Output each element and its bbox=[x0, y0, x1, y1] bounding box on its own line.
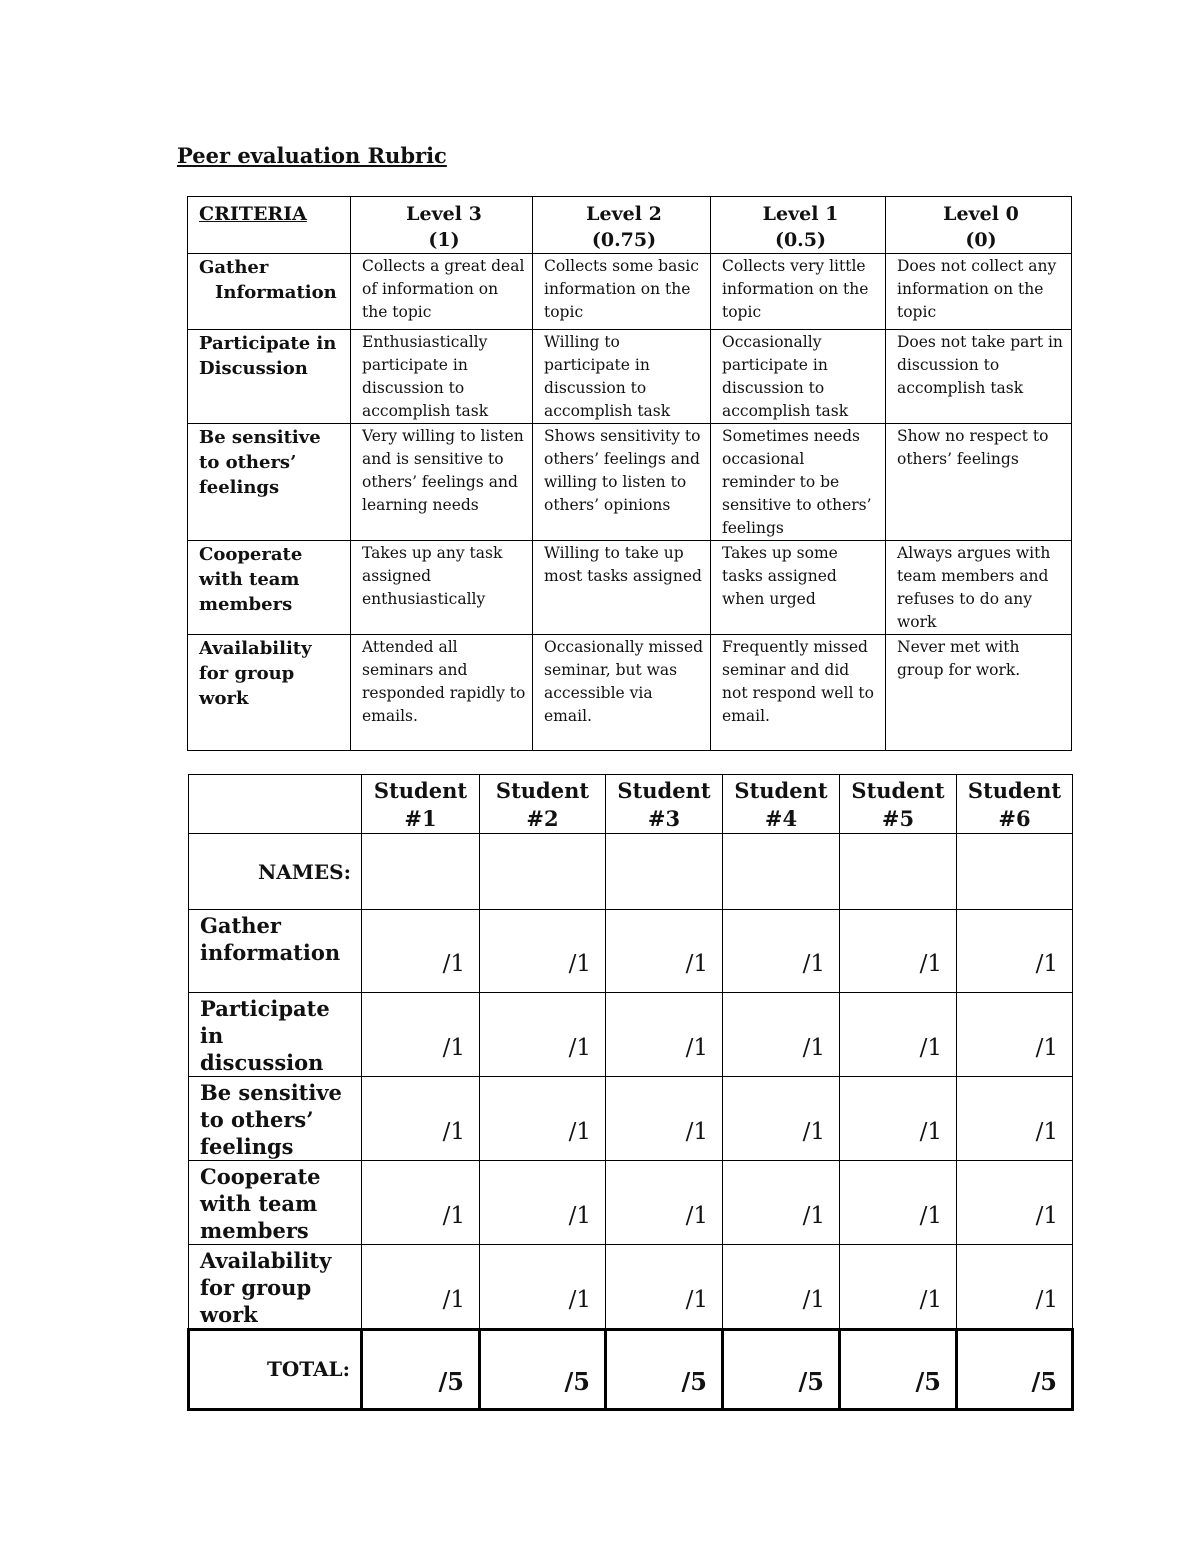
criteria-label: Availability for group work bbox=[188, 635, 351, 751]
score-cell[interactable]: /1 bbox=[480, 1161, 606, 1245]
rubric-cell: Very willing to listen and is sensitive to others’ feelings and learning needs bbox=[351, 424, 533, 541]
rubric-cell: Collects very little information on the topic bbox=[711, 254, 886, 330]
rubric-cell: Always argues with team members and refuses to do any work bbox=[886, 541, 1072, 635]
student-5-header: Student #5 bbox=[840, 775, 957, 834]
score-cell[interactable]: /1 bbox=[480, 1245, 606, 1330]
total-row bbox=[189, 1330, 1073, 1410]
score-header-row bbox=[189, 775, 1073, 834]
total-cell[interactable]: /5 bbox=[480, 1330, 606, 1410]
criteria-label: Be sensitive to others’ feelings bbox=[188, 424, 351, 541]
rubric-cell: Shows sensitivity to others’ feelings and willing to listen to others’ opinions bbox=[533, 424, 711, 541]
total-cell[interactable]: /5 bbox=[723, 1330, 840, 1410]
rubric-cell: Attended all seminars and responded rapidly to emails. bbox=[351, 635, 533, 751]
score-cell[interactable]: /1 bbox=[606, 1161, 723, 1245]
score-cell[interactable]: /1 bbox=[723, 1245, 840, 1330]
score-cell[interactable]: /1 bbox=[840, 1161, 957, 1245]
score-table bbox=[187, 774, 1074, 1411]
rubric-row-sensitive bbox=[188, 424, 1072, 541]
score-cell[interactable]: /1 bbox=[957, 1077, 1073, 1161]
score-cell[interactable]: /1 bbox=[723, 910, 840, 993]
score-cell[interactable]: /1 bbox=[362, 1077, 480, 1161]
score-row-availability bbox=[189, 1245, 1073, 1330]
criteria-label: Participate in Discussion bbox=[188, 330, 351, 424]
rubric-cell: Willing to participate in discussion to accomplish task bbox=[533, 330, 711, 424]
score-cell[interactable]: /1 bbox=[480, 910, 606, 993]
rubric-cell: Willing to take up most tasks assigned bbox=[533, 541, 711, 635]
rubric-header-row bbox=[188, 197, 1072, 254]
score-row-label: Participate in discussion bbox=[189, 993, 362, 1077]
rubric-cell: Takes up any task assigned enthusiastically bbox=[351, 541, 533, 635]
rubric-cell: Collects some basic information on the topic bbox=[533, 254, 711, 330]
score-cell[interactable]: /1 bbox=[362, 910, 480, 993]
total-cell[interactable]: /5 bbox=[606, 1330, 723, 1410]
criteria-label: Cooperate with team members bbox=[188, 541, 351, 635]
total-label: TOTAL: bbox=[189, 1330, 362, 1410]
student-4-header: Student #4 bbox=[723, 775, 840, 834]
score-cell[interactable]: /1 bbox=[362, 993, 480, 1077]
score-cell[interactable]: /1 bbox=[723, 993, 840, 1077]
score-cell[interactable]: /1 bbox=[362, 1161, 480, 1245]
score-cell[interactable]: /1 bbox=[723, 1161, 840, 1245]
total-cell[interactable]: /5 bbox=[840, 1330, 957, 1410]
name-field[interactable] bbox=[723, 834, 840, 910]
rubric-cell: Occasionally participate in discussion to accomplish task bbox=[711, 330, 886, 424]
criteria-label: Gather Information bbox=[188, 254, 351, 330]
score-cell[interactable]: /1 bbox=[957, 910, 1073, 993]
score-cell[interactable]: /1 bbox=[723, 1077, 840, 1161]
score-row-participate bbox=[189, 993, 1073, 1077]
corner-cell bbox=[189, 775, 362, 834]
name-field[interactable] bbox=[480, 834, 606, 910]
level-3-header: Level 3 (1) bbox=[351, 197, 533, 254]
score-cell[interactable]: /1 bbox=[840, 1245, 957, 1330]
rubric-row-gather-information bbox=[188, 254, 1072, 330]
name-field[interactable] bbox=[957, 834, 1073, 910]
rubric-row-availability bbox=[188, 635, 1072, 751]
score-row-gather-information bbox=[189, 910, 1073, 993]
score-cell[interactable]: /1 bbox=[840, 910, 957, 993]
score-cell[interactable]: /1 bbox=[606, 1245, 723, 1330]
score-cell[interactable]: /1 bbox=[480, 1077, 606, 1161]
name-field[interactable] bbox=[606, 834, 723, 910]
rubric-cell: Does not take part in discussion to accomplish task bbox=[886, 330, 1072, 424]
rubric-row-cooperate bbox=[188, 541, 1072, 635]
total-cell[interactable]: /5 bbox=[362, 1330, 480, 1410]
name-field[interactable] bbox=[840, 834, 957, 910]
score-row-cooperate bbox=[189, 1161, 1073, 1245]
score-cell[interactable]: /1 bbox=[606, 910, 723, 993]
score-cell[interactable]: /1 bbox=[957, 1245, 1073, 1330]
score-cell[interactable]: /1 bbox=[606, 993, 723, 1077]
rubric-row-participate bbox=[188, 330, 1072, 424]
level-2-header: Level 2 (0.75) bbox=[533, 197, 711, 254]
score-row-label: Be sensitive to others’ feelings bbox=[189, 1077, 362, 1161]
score-cell[interactable]: /1 bbox=[362, 1245, 480, 1330]
score-cell[interactable]: /1 bbox=[606, 1077, 723, 1161]
score-row-label: Cooperate with team members bbox=[189, 1161, 362, 1245]
name-field[interactable] bbox=[362, 834, 480, 910]
criteria-header: CRITERIA bbox=[188, 197, 351, 254]
level-1-header: Level 1 (0.5) bbox=[711, 197, 886, 254]
rubric-cell: Show no respect to others’ feelings bbox=[886, 424, 1072, 541]
score-cell[interactable]: /1 bbox=[480, 993, 606, 1077]
page-title: Peer evaluation Rubric bbox=[177, 143, 447, 168]
student-1-header: Student #1 bbox=[362, 775, 480, 834]
rubric-table bbox=[187, 196, 1072, 751]
names-label: NAMES: bbox=[189, 834, 362, 910]
total-cell[interactable]: /5 bbox=[957, 1330, 1073, 1410]
score-row-sensitive bbox=[189, 1077, 1073, 1161]
names-row bbox=[189, 834, 1073, 910]
student-2-header: Student #2 bbox=[480, 775, 606, 834]
rubric-cell: Frequently missed seminar and did not respond well to email. bbox=[711, 635, 886, 751]
student-6-header: Student #6 bbox=[957, 775, 1073, 834]
rubric-cell: Takes up some tasks assigned when urged bbox=[711, 541, 886, 635]
score-row-label: Availability for group work bbox=[189, 1245, 362, 1330]
score-cell[interactable]: /1 bbox=[840, 1077, 957, 1161]
rubric-cell: Enthusiastically participate in discussion to accomplish task bbox=[351, 330, 533, 424]
rubric-cell: Occasionally missed seminar, but was accessible via email. bbox=[533, 635, 711, 751]
rubric-cell: Does not collect any information on the topic bbox=[886, 254, 1072, 330]
score-row-label: Gather information bbox=[189, 910, 362, 993]
rubric-cell: Collects a great deal of information on the topic bbox=[351, 254, 533, 330]
level-0-header: Level 0 (0) bbox=[886, 197, 1072, 254]
student-3-header: Student #3 bbox=[606, 775, 723, 834]
score-cell[interactable]: /1 bbox=[957, 993, 1073, 1077]
rubric-cell: Sometimes needs occasional reminder to be sensitive to others’ feelings bbox=[711, 424, 886, 541]
score-cell[interactable]: /1 bbox=[957, 1161, 1073, 1245]
rubric-cell: Never met with group for work. bbox=[886, 635, 1072, 751]
score-cell[interactable]: /1 bbox=[840, 993, 957, 1077]
